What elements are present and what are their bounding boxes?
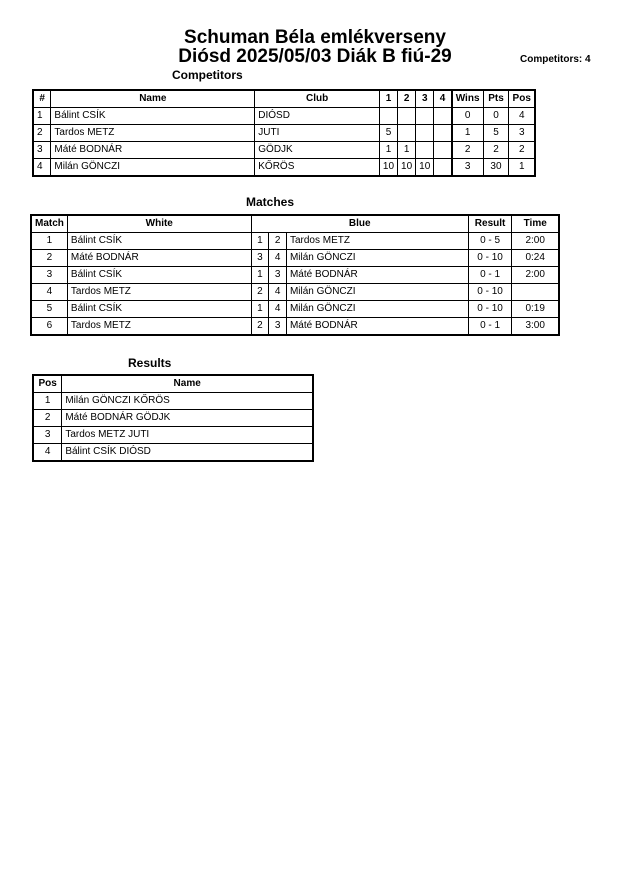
results-table bbox=[32, 374, 314, 462]
cell-match: 2 bbox=[31, 250, 67, 267]
cell-blue: Máté BODNÁR bbox=[286, 267, 468, 284]
cell-blue: Tardos METZ bbox=[286, 233, 468, 250]
col-match: Match bbox=[31, 215, 67, 233]
col-result: Result bbox=[468, 215, 512, 233]
cell-match: 6 bbox=[31, 318, 67, 336]
cell-match: 3 bbox=[31, 267, 67, 284]
matches-table bbox=[30, 214, 560, 336]
cell-r3 bbox=[416, 125, 434, 142]
cell-r1: 10 bbox=[379, 159, 397, 177]
cell-pos: 2 bbox=[33, 410, 62, 427]
cell-result: 0 - 10 bbox=[468, 250, 512, 267]
cell-pts: 30 bbox=[483, 159, 509, 177]
cell-wins: 1 bbox=[452, 125, 483, 142]
title-line-2: Diósd 2025/05/03 Diák B fiú-29 bbox=[178, 46, 452, 67]
table-row bbox=[31, 233, 559, 250]
cell-pos: 4 bbox=[33, 444, 62, 462]
cell-club: JUTI bbox=[255, 125, 380, 142]
cell-r4 bbox=[434, 159, 452, 177]
col-wins: Wins bbox=[452, 90, 483, 108]
cell-wins: 0 bbox=[452, 108, 483, 125]
cell-num: 1 bbox=[33, 108, 51, 125]
col-name: Name bbox=[62, 375, 313, 393]
cell-white: Tardos METZ bbox=[67, 284, 251, 301]
cell-r4 bbox=[434, 142, 452, 159]
cell-name: Milán GÖNCZI KŐRÖS bbox=[62, 393, 313, 410]
cell-white: Bálint CSÍK bbox=[67, 267, 251, 284]
cell-name: Tardos METZ bbox=[51, 125, 255, 142]
col-time: Time bbox=[512, 215, 559, 233]
table-row bbox=[31, 301, 559, 318]
cell-name: Bálint CSÍK DIÓSD bbox=[62, 444, 313, 462]
cell-blue-num: 3 bbox=[269, 267, 287, 284]
cell-time bbox=[512, 284, 559, 301]
table-row bbox=[33, 393, 313, 410]
cell-r1 bbox=[379, 108, 397, 125]
table-row bbox=[31, 267, 559, 284]
results-heading: Results bbox=[128, 356, 172, 370]
cell-result: 0 - 10 bbox=[468, 284, 512, 301]
col-white: White bbox=[67, 215, 251, 233]
competitors-table bbox=[32, 89, 536, 177]
title-line-1: Schuman Béla emlékverseny bbox=[184, 27, 446, 48]
cell-r3 bbox=[416, 108, 434, 125]
cell-blue: Milán GÖNCZI bbox=[286, 284, 468, 301]
cell-pos: 2 bbox=[509, 142, 535, 159]
cell-pos: 3 bbox=[509, 125, 535, 142]
cell-club: DIÓSD bbox=[255, 108, 380, 125]
matches-header-row bbox=[31, 215, 559, 233]
cell-time: 0:24 bbox=[512, 250, 559, 267]
cell-blue: Milán GÖNCZI bbox=[286, 301, 468, 318]
cell-white: Tardos METZ bbox=[67, 318, 251, 336]
cell-blue: Máté BODNÁR bbox=[286, 318, 468, 336]
table-row bbox=[33, 108, 535, 125]
cell-time: 2:00 bbox=[512, 233, 559, 250]
cell-white: Bálint CSÍK bbox=[67, 233, 251, 250]
cell-pts: 2 bbox=[483, 142, 509, 159]
cell-name: Tardos METZ JUTI bbox=[62, 427, 313, 444]
cell-wins: 2 bbox=[452, 142, 483, 159]
cell-name: Máté BODNÁR GÖDJK bbox=[62, 410, 313, 427]
cell-blue-num: 4 bbox=[269, 250, 287, 267]
cell-pts: 5 bbox=[483, 125, 509, 142]
results-header-row bbox=[33, 375, 313, 393]
table-row bbox=[31, 318, 559, 336]
cell-wins: 3 bbox=[452, 159, 483, 177]
cell-name: Máté BODNÁR bbox=[51, 142, 255, 159]
cell-club: KŐRÖS bbox=[255, 159, 380, 177]
matches-heading: Matches bbox=[246, 195, 295, 209]
cell-time: 3:00 bbox=[512, 318, 559, 336]
cell-r1: 5 bbox=[379, 125, 397, 142]
col-pos: Pos bbox=[33, 375, 62, 393]
cell-r3: 10 bbox=[416, 159, 434, 177]
table-row bbox=[33, 427, 313, 444]
col-round-2: 2 bbox=[398, 90, 416, 108]
col-pos: Pos bbox=[509, 90, 535, 108]
cell-pos: 4 bbox=[509, 108, 535, 125]
cell-match: 4 bbox=[31, 284, 67, 301]
cell-r2: 10 bbox=[398, 159, 416, 177]
cell-r2 bbox=[398, 108, 416, 125]
competitors-heading: Competitors bbox=[172, 68, 243, 82]
cell-time: 2:00 bbox=[512, 267, 559, 284]
cell-white: Bálint CSÍK bbox=[67, 301, 251, 318]
cell-white: Máté BODNÁR bbox=[67, 250, 251, 267]
col-round-3: 3 bbox=[416, 90, 434, 108]
cell-white-num: 2 bbox=[251, 318, 269, 336]
cell-white-num: 1 bbox=[251, 233, 269, 250]
cell-time: 0:19 bbox=[512, 301, 559, 318]
cell-r2: 1 bbox=[398, 142, 416, 159]
table-row bbox=[33, 159, 535, 177]
cell-num: 2 bbox=[33, 125, 51, 142]
cell-result: 0 - 10 bbox=[468, 301, 512, 318]
col-name: Name bbox=[51, 90, 255, 108]
table-row bbox=[33, 410, 313, 427]
cell-result: 0 - 1 bbox=[468, 267, 512, 284]
cell-pos: 1 bbox=[509, 159, 535, 177]
cell-white-num: 3 bbox=[251, 250, 269, 267]
col-pts: Pts bbox=[483, 90, 509, 108]
col-blue: Blue bbox=[251, 215, 468, 233]
cell-match: 1 bbox=[31, 233, 67, 250]
col-round-1: 1 bbox=[379, 90, 397, 108]
cell-result: 0 - 1 bbox=[468, 318, 512, 336]
col-num: # bbox=[33, 90, 51, 108]
col-round-4: 4 bbox=[434, 90, 452, 108]
cell-blue-num: 4 bbox=[269, 301, 287, 318]
cell-r3 bbox=[416, 142, 434, 159]
cell-r1: 1 bbox=[379, 142, 397, 159]
cell-blue-num: 3 bbox=[269, 318, 287, 336]
competitors-header-row bbox=[33, 90, 535, 108]
cell-white-num: 2 bbox=[251, 284, 269, 301]
cell-r4 bbox=[434, 108, 452, 125]
cell-blue: Milán GÖNCZI bbox=[286, 250, 468, 267]
cell-white-num: 1 bbox=[251, 267, 269, 284]
cell-r2 bbox=[398, 125, 416, 142]
cell-pts: 0 bbox=[483, 108, 509, 125]
cell-white-num: 1 bbox=[251, 301, 269, 318]
competitors-count: Competitors: 4 bbox=[520, 54, 591, 65]
col-club: Club bbox=[255, 90, 380, 108]
table-row bbox=[33, 444, 313, 462]
cell-blue-num: 4 bbox=[269, 284, 287, 301]
cell-pos: 3 bbox=[33, 427, 62, 444]
table-row bbox=[31, 284, 559, 301]
table-row bbox=[31, 250, 559, 267]
cell-name: Milán GÖNCZI bbox=[51, 159, 255, 177]
cell-name: Bálint CSÍK bbox=[51, 108, 255, 125]
cell-pos: 1 bbox=[33, 393, 62, 410]
cell-r4 bbox=[434, 125, 452, 142]
cell-num: 4 bbox=[33, 159, 51, 177]
cell-num: 3 bbox=[33, 142, 51, 159]
cell-blue-num: 2 bbox=[269, 233, 287, 250]
table-row bbox=[33, 125, 535, 142]
cell-club: GÖDJK bbox=[255, 142, 380, 159]
table-row bbox=[33, 142, 535, 159]
cell-result: 0 - 5 bbox=[468, 233, 512, 250]
cell-match: 5 bbox=[31, 301, 67, 318]
